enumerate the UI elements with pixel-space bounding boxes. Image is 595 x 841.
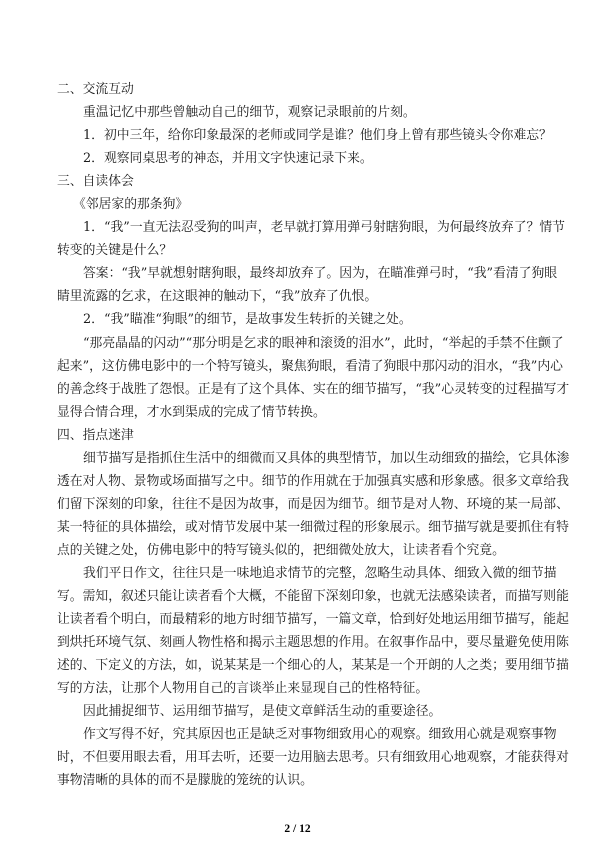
text-line: 让读者看个明白，而最精彩的地方时细节描写，一篇文章，恰到好处地运用细节描写，能起 bbox=[57, 612, 569, 628]
text-line: 1．初中三年，给你印象最深的老师或同学是谁？他们身上曾有那些镜头令你难忘？ bbox=[83, 128, 552, 144]
text-line: 显得合情合理，才水到渠成的完成了情节转换。 bbox=[57, 404, 326, 420]
text-line: 转变的关键是什么？ bbox=[57, 243, 173, 259]
text-line: 透在对人物、景物或场面描写之中。细节的作用就在于加强真实感和形象感。很多文章给我 bbox=[57, 473, 569, 489]
text-line: 点的关键之处，仿佛电影中的特写镜头似的，把细微处放大，让读者看个究竟。 bbox=[57, 542, 505, 558]
text-line: 重温记忆中那些曾触动自己的细节，观察记录眼前的片刻。 bbox=[83, 105, 416, 121]
document-body bbox=[57, 78, 570, 792]
text-line: 四、指点迷津 bbox=[57, 427, 134, 443]
text-line: 述的、下定义的方法，如，说某某是一个细心的人，某某是一个开朗的人之类；要用细节描 bbox=[57, 658, 569, 674]
text-line: 睛里流露的乞求，在这眼神的触动下，“我”放弃了仇恨。 bbox=[57, 289, 378, 305]
text-line: 因此捕捉细节、运用细节描写，是使文章鲜活生动的重要途径。 bbox=[83, 704, 442, 720]
text-line: 作文写得不好，究其原因也正是缺乏对事物细致用心的观察。细致用心就是观察事物 bbox=[83, 727, 557, 743]
text-line: 时，不但要用眼去看，用耳去听，还要一边用脑去思考。只有细致用心地观察，才能获得对 bbox=[57, 750, 569, 766]
text-line: “那亮晶晶的闪动”“那分明是乞求的眼神和滚烫的泪水”，此时，“举起的手禁不住颤了 bbox=[83, 335, 564, 351]
text-line: 的善念终于战胜了怨恨。正是有了这个具体、实在的细节描写，“我”心灵转变的过程描写才 bbox=[57, 381, 570, 397]
text-line: 三、自读体会 bbox=[57, 174, 134, 190]
text-line: 1．“我”一直无法忍受狗的叫声，老早就打算用弹弓射瞎狗眼，为何最终放弃了？情节 bbox=[83, 220, 565, 236]
text-line: 某一特征的具体描绘，或对情节发展中某一细微过程的形象展示。细节描写就是要抓住有特 bbox=[57, 519, 569, 535]
text-line: 《邻居家的那条狗》 bbox=[73, 197, 189, 213]
text-line: 事物清晰的具体的而不是朦胧的笼统的认识。 bbox=[57, 773, 313, 789]
page-number: 2 / 12 bbox=[284, 823, 311, 835]
text-line: 写。需知，叙述只能让读者看个大概，不能留下深刻印象，也就无法感染读者，而描写则能 bbox=[57, 589, 569, 605]
text-line: 写的方法，让那个人物用自己的言谈举止来显现自己的性格特征。 bbox=[57, 681, 429, 697]
text-line: 答案：“我”早就想射瞎狗眼，最终却放弃了。因为，在瞄准弹弓时，“我”看清了狗眼 bbox=[83, 266, 558, 282]
text-line: 起来”，这仿佛电影中的一个特写镜头，聚焦狗眼，看清了狗眼中那闪动的泪水，“我”内心 bbox=[57, 358, 563, 374]
text-line: 到烘托环境气氛、刻画人物性格和揭示主题思想的作用。在叙事作品中，要尽量避免使用陈 bbox=[57, 635, 569, 651]
text-line: 们留下深刻的印象，往往不是因为故事，而是因为细节。细节是对人物、环境的某一局部、 bbox=[57, 496, 569, 512]
text-line: 细节描写是指抓住生活中的细微而又具体的典型情节，加以生动细致的描绘，它具体渗 bbox=[83, 450, 570, 466]
text-line: 2．“我”瞄准“狗眼”的细节，是故事发生转折的关键之处。 bbox=[83, 312, 412, 328]
text-line: 2．观察同桌思考的神态，并用文字快速记录下来。 bbox=[83, 151, 373, 167]
text-line: 二、交流互动 bbox=[57, 82, 134, 97]
text-line: 我们平日作文，往往只是一味地追求情节的完整，忽略生动具体、细致入微的细节描 bbox=[83, 565, 557, 581]
